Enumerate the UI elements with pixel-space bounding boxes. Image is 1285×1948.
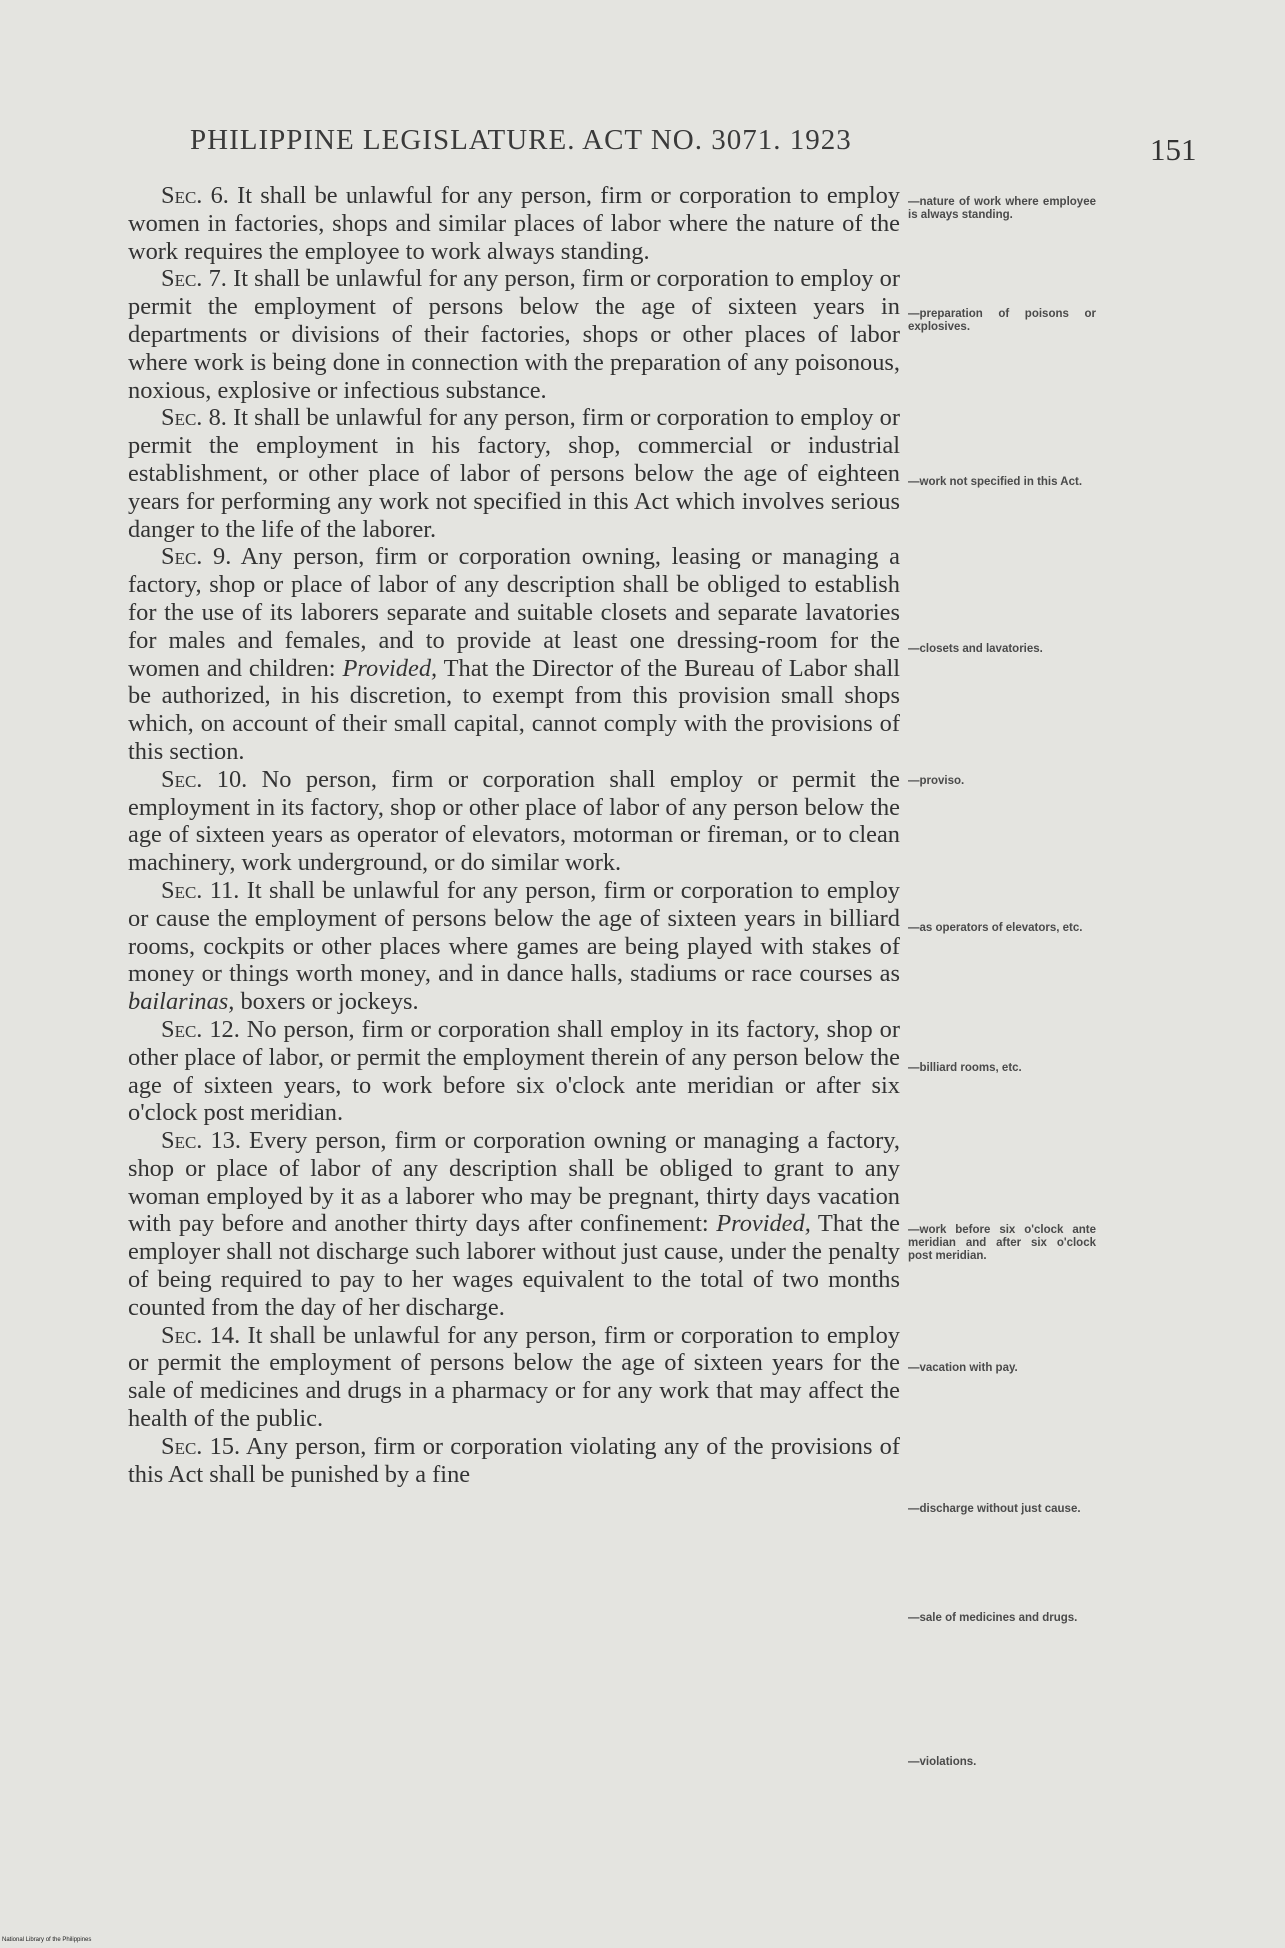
section-text-continued: That the employer shall not discharge such laborer without just cause, under the penalty of being required to pay to her wages equivalent to the total of two months counted from the day of her discharge. [128, 1210, 900, 1321]
section-8 [128, 404, 900, 543]
section-label: Sec. 14. [161, 1321, 241, 1349]
section-9 [128, 543, 900, 765]
section-14 [128, 1322, 900, 1433]
section-text: It shall be unlawful for any person, firm or corporation to employ or permit the employment of persons below the age of sixteen years for the sale of medicines and drugs in a pharmacy or for any work that may affect the health of the public. [128, 1321, 900, 1433]
margin-note-medicines: —sale of medicines and drugs. [908, 1612, 1078, 1624]
section-label: Sec. 9. [161, 543, 232, 571]
section-label: Sec. 12. [161, 1015, 240, 1043]
margin-note-nature-of-work: —nature of work where employee is always standing. [908, 196, 1096, 221]
margin-note-vacation: —vacation with pay. [908, 1362, 1018, 1374]
section-text: It shall be unlawful for any person, firm or corporation to employ women in factories, shops and similar places of labor where the nature of the work requires the employee to work always standing. [128, 182, 901, 265]
section-label: Sec. 7. [161, 265, 227, 293]
section-15 [128, 1433, 900, 1489]
section-text: It shall be unlawful for any person, firm or corporation to employ or cause the employment of persons below the age of sixteen years in billiard rooms, cockpits or other places where games are being played with stakes of money or things worth money, and in dance halls, stadiums or race courses as [128, 876, 900, 988]
section-text: Any person, firm or corporation violating any of the provisions of this Act shall be punished by a fine [128, 1432, 900, 1488]
section-10 [128, 766, 900, 877]
section-text: It shall be unlawful for any person, firm or corporation to employ or permit the employment in his factory, shop, commercial or industrial establishment, or other place of labor of persons below the age of eighteen years for performing any work not specified in this Act which involves serious danger to the life of the laborer. [128, 404, 901, 543]
section-italic: Provided, [342, 654, 438, 682]
section-italic: Provided, [716, 1210, 811, 1238]
section-13 [128, 1127, 900, 1322]
section-label: Sec. 10. [161, 765, 248, 793]
section-12 [128, 1016, 900, 1127]
section-6 [128, 182, 900, 265]
margin-note-violations: —violations. [908, 1756, 977, 1768]
running-title: PHILIPPINE LEGISLATURE. ACT NO. 3071. 1923 [190, 124, 852, 156]
margin-note-work-not-specified: —work not specified in this Act. [908, 476, 1083, 488]
section-text-continued: boxers or jockeys. [234, 988, 419, 1016]
section-italic: bailarinas, [128, 988, 235, 1016]
margin-note-billiard: —billiard rooms, etc. [908, 1062, 1022, 1074]
margin-note-poisons: —preparation of poisons or explosives. [908, 308, 1096, 333]
section-text: No person, firm or corporation shall employ or permit the employment in its factory, shop or other place of labor of any person below the age of sixteen years as operator of elevators, motorman or fireman, or to clean machinery, work underground, or do similar work. [128, 765, 900, 877]
margin-note-discharge: —discharge without just cause. [908, 1503, 1081, 1515]
section-text: It shall be unlawful for any person, firm or corporation to employ or permit the employment of persons below the age of sixteen years in departments or divisions of their factories, shops or other places of labor where work is being done in connection with the preparation of any poisonous, noxious, explosive or infectious substance. [128, 265, 901, 404]
section-text: Any person, firm or corporation owning, leasing or managing a factory, shop or place of labor of any description shall be obliged to establish for the use of its laborers separate and suitable closets and separate lavatories for males and females, and to provide at least one dressing-room for the women and children: [128, 543, 900, 682]
section-text: Every person, firm or corporation owning or managing a factory, shop or place of labor of any description shall be obliged to grant to any woman employed by it as a laborer who may be pregnant, thirty days vacation with pay before and another thirty days after confinement: [128, 1127, 900, 1238]
section-11 [128, 877, 900, 1016]
margin-note-work-hours: —work before six o'clock ante meridian and after six o'clock post meridian. [908, 1224, 1096, 1262]
section-label: Sec. 6. [161, 182, 229, 209]
section-label: Sec. 13. [161, 1127, 241, 1155]
section-label: Sec. 8. [161, 404, 227, 432]
act-body [128, 182, 900, 1488]
margin-note-closets: —closets and lavatories. [908, 643, 1043, 655]
section-label: Sec. 11. [161, 876, 240, 904]
section-label: Sec. 15. [161, 1432, 241, 1460]
section-text: No person, firm or corporation shall employ in its factory, shop or other place of labor, or permit the employment therein of any person below the age of sixteen years, to work before six o'clock ante meridian or after six o'clock post meridian. [128, 1015, 900, 1127]
margin-note-elevators: —as operators of elevators, etc. [908, 922, 1083, 934]
section-text-continued: That the Director of the Bureau of Labor shall be authorized, in his discretion, to exempt from this provision small shops which, on account of their small capital, cannot comply with the provisions of this section. [128, 654, 900, 765]
scan-footer: National Library of the Philippines [2, 1937, 92, 1943]
margin-note-proviso: —proviso. [908, 775, 965, 787]
page-number: 151 [1150, 132, 1197, 167]
section-7 [128, 265, 900, 404]
